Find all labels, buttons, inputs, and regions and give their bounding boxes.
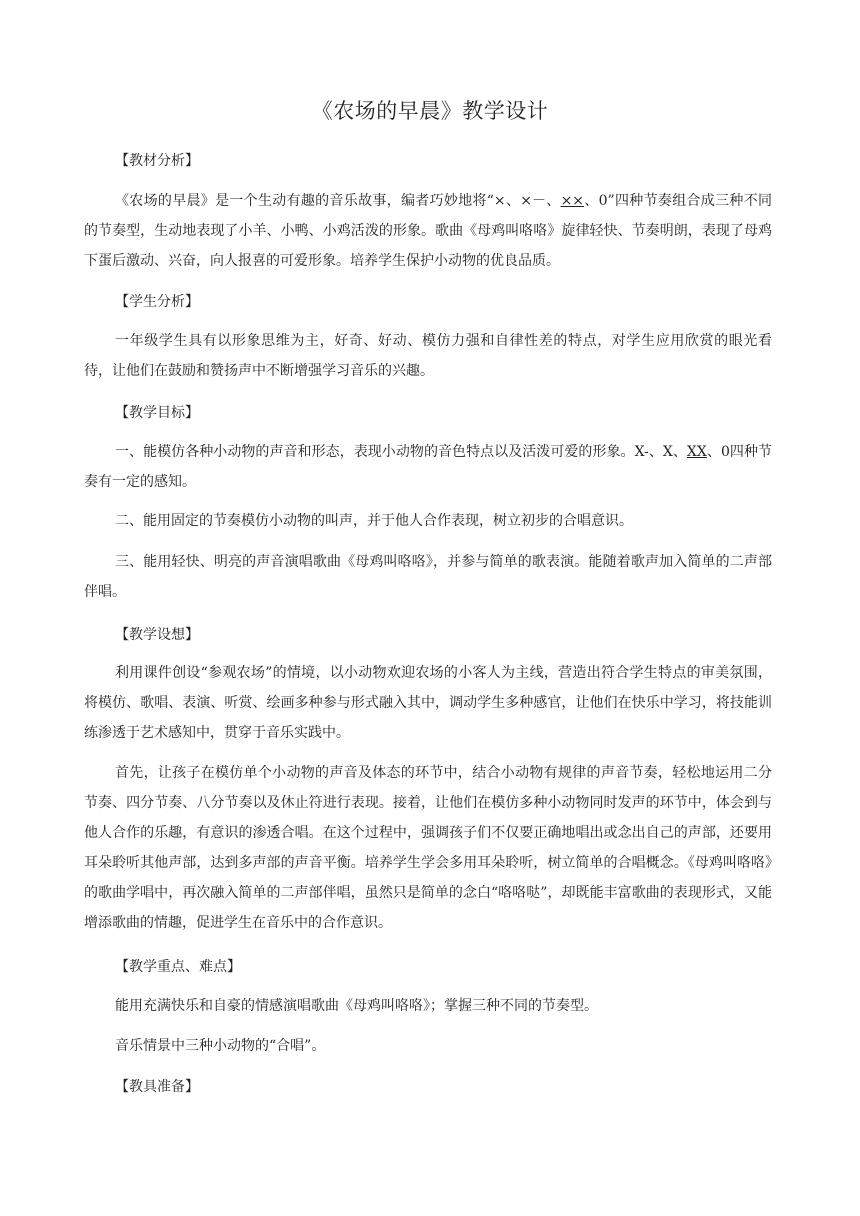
section-heading-key-points: 【教学重点、难点】 (115, 959, 241, 975)
underlined-rhythm: XX (686, 444, 707, 460)
paragraph-ideas-2: 首先，让孩子在模仿单个小动物的声音及体态的环节中，结合小动物有规律的声音节奏，轻松地运用二分节奏、四分节奏、八分节奏以及休止符进行表现。接着，让他们在模仿多种小动物同时发声的环节中，体会到与他人合作的乐趣，有意识的渗透合唱。在这个过程中，强调孩子们不仅要正确地唱出或念出自己的声部，还要用耳朵聆听其他声部，达到多声部的声音平衡。培养学生学会多用耳朵聆听，树立简单的合唱概念。《母鸡叫咯咯》的歌曲学唱中，再次融入简单的二声部伴唱，虽然只是简单的念白“咯咯哒”，却既能丰富歌曲的表现形式，又能增添歌曲的情趣，促进学生在音乐中的合作意识。 (84, 765, 772, 931)
section-heading-materials: 【教材分析】 (115, 153, 199, 169)
section-heading-goals: 【教学目标】 (115, 405, 199, 421)
text-segment: 、0四种节奏有一定的感知。 (84, 444, 772, 490)
paragraph-goal-1 (84, 437, 772, 497)
section-heading-students: 【学生分析】 (115, 294, 199, 310)
paragraph-ideas-1: 利用课件创设“参观农场”的情境，以小动物欢迎农场的小客人为主线，营造出符合学生特点的审美氛围，将模仿、歌唱、表演、听赏、绘画多种参与形式融入其中，调动学生多种感官，让他们在快乐中学习，将技能训练渗透于艺术感知中，贯穿于音乐实践中。 (84, 665, 772, 741)
paragraph-key-point-2: 音乐情景中三种小动物的“合唱”。 (115, 1038, 326, 1054)
section-heading-materials-prep: 【教具准备】 (115, 1079, 199, 1095)
text-segment: 、0”四种节奏组合成三种不同的节奏型，生动地表现了小羊、小鸭、小鸡活泼的形象。歌曲《母鸡叫咯咯》旋律轻快、节奏明朗，表现了母鸡下蛋后激动、兴奋，向人报喜的可爱形象。培养学生保护小动物的优良品质。 (84, 193, 772, 269)
paragraph-materials (84, 186, 772, 276)
paragraph-key-point-1: 能用充满快乐和自豪的情感演唱歌曲《母鸡叫咯咯》；掌握三种不同的节奏型。 (115, 998, 598, 1014)
text-segment: 一、能模仿各种小动物的声音和形态，表现小动物的音色特点以及活泼可爱的形象。X-、X、 (115, 444, 687, 460)
text-segment: 《农场的早晨》是一个生动有趣的音乐故事，编者巧妙地将“×、×－、 (115, 193, 561, 209)
section-heading-ideas: 【教学设想】 (115, 627, 199, 643)
paragraph-goal-3: 三、能用轻快、明亮的声音演唱歌曲《母鸡叫咯咯》，并参与简单的歌表演。能随着歌声加入简单的二声部伴唱。 (84, 554, 772, 600)
underlined-rhythm: ×× (560, 193, 585, 209)
paragraph-students: 一年级学生具有以形象思维为主，好奇、好动、模仿力强和自律性差的特点，对学生应用欣赏的眼光看待，让他们在鼓励和赞扬声中不断增强学习音乐的兴趣。 (84, 333, 772, 379)
page-title: 《农场的早晨》教学设计 (311, 99, 549, 123)
paragraph-goal-2: 二、能用固定的节奏模仿小动物的叫声，并于他人合作表现，树立初步的合唱意识。 (115, 513, 633, 529)
